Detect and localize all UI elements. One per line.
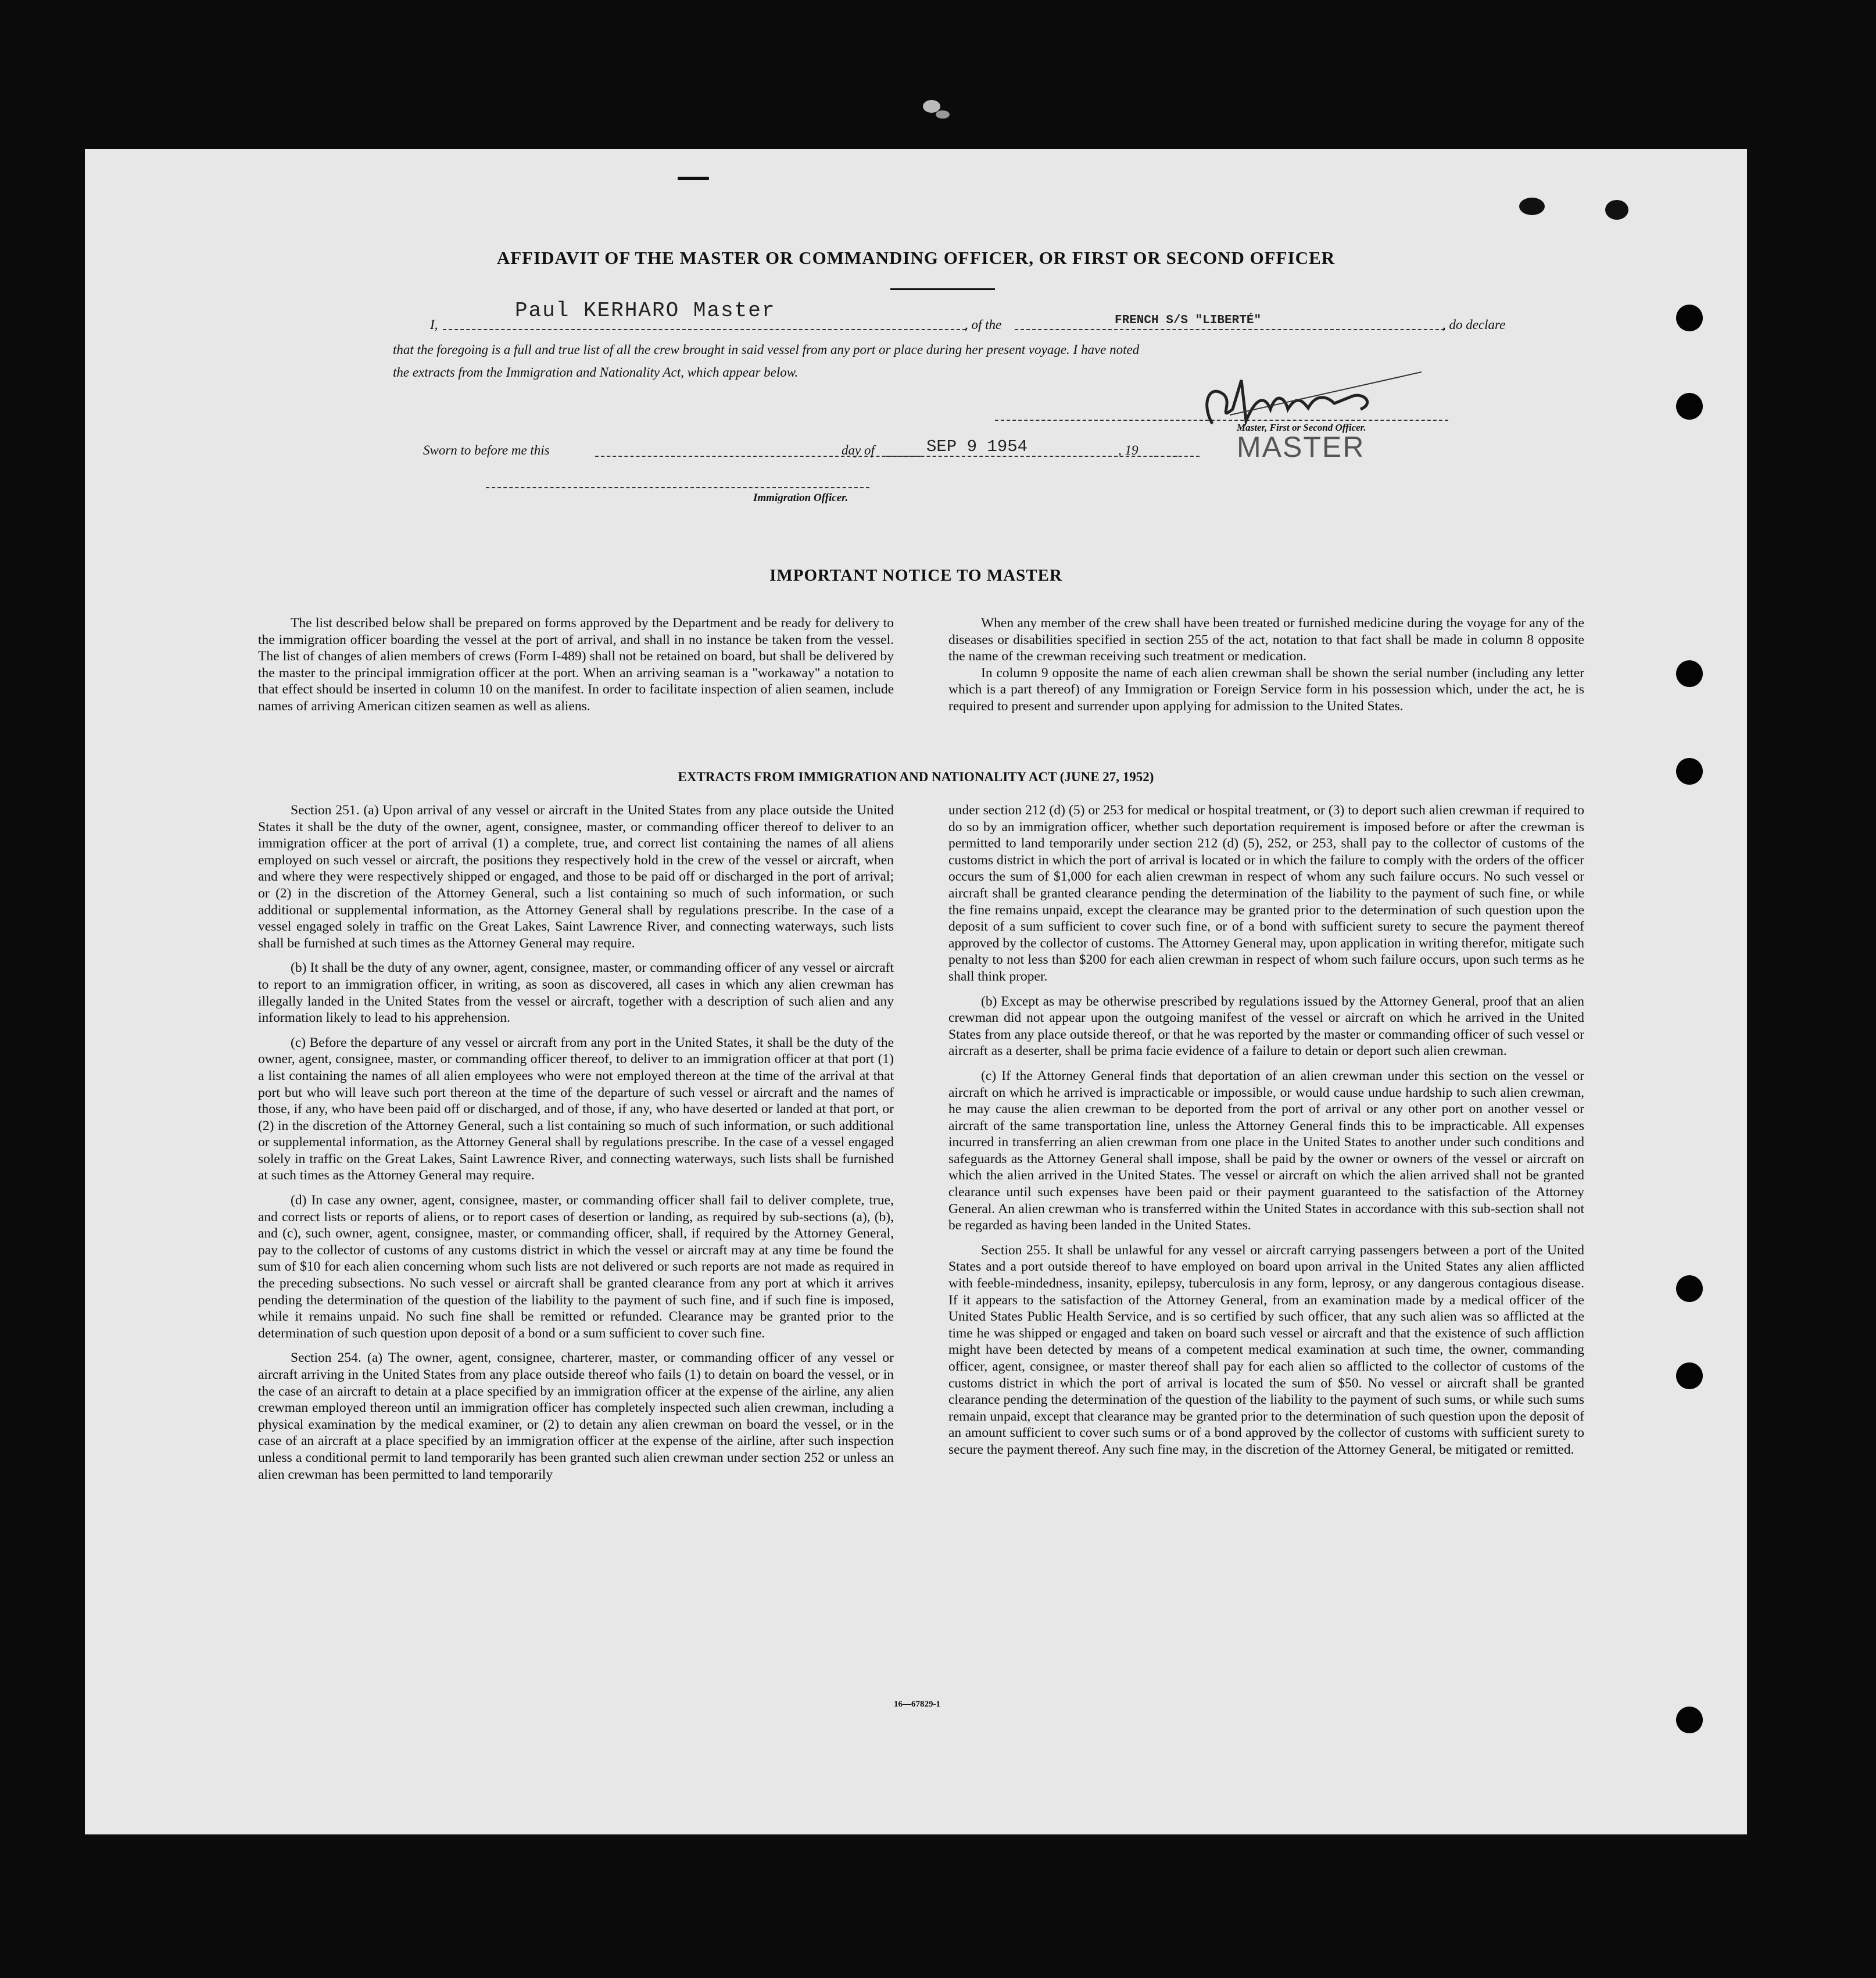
extracts-title: EXTRACTS FROM IMMIGRATION AND NATIONALITY ACT (JUNE 27, 1952) — [678, 770, 1154, 784]
year-label: , 19 — [1118, 443, 1139, 457]
section-251-a: Section 251. (a) Upon arrival of any vessel or aircraft in the United States from any place outside the United States it shall be the duty of the owner, agent, consignee, master, or commanding officer thereof to deliver to an immigration officer at the port of arrival (1) a complete, true, and correct list containing the names of all aliens employed on such vessel or aircraft, the positions they respectively hold in the crew of the vessel or aircraft, when and where they were respectively shipped or engaged, and those to be paid off or discharged in the port of arrival; or (2) in the discretion of the Attorney General, such a list containing so much of such information, or such additional or supplemental information, as the Attorney General shall by regulations prescribe. In the case of a vessel engaged solely in traffic on the Great Lakes, Saint Lawrence River, and connecting waterways, such lists shall be furnished at such times as the Attorney General may require. — [258, 803, 894, 951]
notice-right-paragraph-1: When any member of the crew shall have been treated or furnished medicine during the voyage for any of the diseases or disabilities specified in section 255 of the act, notation to that fact shall be made in column 8 opposite the name of the crewman receiving such treatment or medication. — [948, 616, 1584, 664]
declaration-prefix: I, — [430, 317, 438, 332]
section-254-a-continued: under section 212 (d) (5) or 253 for medical or hospital treatment, or (3) to deport such alien crewman if required to do so by an immigration officer, whether such deportation requirement is imposed before or after the crewman is permitted to land temporarily under section 212 (d) (5), 252, or 253, shall pay to the collector of customs of the customs district in which the port of arrival is located or in which the failure to comply with the orders of the officer occurs the sum of $1,000 for each alien crewman in respect of whom any such failure occurs. No such vessel or aircraft shall be granted clearance pending the determination of the liability to the payment of such fine, or while the fine remains unpaid, except the clearance may be granted prior to the determination of such question upon the deposit of a sum sufficient to cover such fine, or of a bond with sufficient surety to secure the payment thereof approved by the collector of customs. The Attorney General may, upon application in writing therefor, mitigate such penalty to not less than $200 for each alien crewman in respect of whom such failure occurs, upon such terms as he shall think proper. — [948, 803, 1584, 984]
immigration-officer-caption: Immigration Officer. — [753, 492, 849, 504]
do-declare-label: , do declare — [1442, 317, 1506, 332]
name-line — [443, 329, 966, 330]
declaration-line-2: that the foregoing is a full and true list of all the crew brought in said vessel from any port or place during her present voyage. I have noted — [393, 342, 1140, 357]
extracts-right-column — [948, 802, 1584, 1458]
ink-blot — [936, 110, 950, 119]
notice-right-column — [948, 615, 1584, 715]
ink-blot — [1605, 200, 1628, 220]
notice-left-column — [258, 615, 894, 715]
extracts-left-column — [258, 802, 894, 1483]
title-rule — [890, 288, 995, 290]
section-251-b: (b) It shall be the duty of any owner, agent, consignee, master, or commanding officer of any vessel or aircraft to report to an immigration officer, in writing, as soon as discovered, all cases in which any alien crewman has illegally landed in the United States from the vessel or aircraft, together with a description of such alien and any information likely to lead to his apprehension. — [258, 960, 894, 1026]
year-line — [1154, 456, 1177, 457]
affidavit-title: AFFIDAVIT OF THE MASTER OR COMMANDING OFFICER, OR FIRST OR SECOND OFFICER — [496, 248, 1336, 268]
day-of-label: day of — [842, 443, 875, 457]
section-254-c: (c) If the Attorney General finds that deportation of an alien crewman under this section on the vessel or aircraft on which he arrived is impracticable or impossible, or would cause undue hardship to such alien crewman, he may cause the alien crewman to be deported from the port of arrival or any other port on another vessel or aircraft of the same transportation line, unless the Attorney General finds this to be impracticable. All expenses incurred in transferring an alien crewman from one place in the United States to another under such conditions and safeguards as the Attorney General shall impose, shall be paid by the owner or owners of the vessel or aircraft on which the alien arrived in the United States. The vessel or aircraft on which the alien arrived shall not be granted clearance until such expenses have been paid or their payment guaranteed to the satisfaction of the Attorney General. An alien crewman who is transferred within the United States in accordance with this sub-section shall not be regarded as having been landed in the United States. — [948, 1068, 1584, 1233]
sworn-date: SEP 9 1954 — [926, 437, 1028, 456]
sworn-label: Sworn to before me this — [423, 443, 550, 457]
section-255: Section 255. It shall be unlawful for any vessel or aircraft carrying passengers between a port of the United States and a port outside thereof to have employed on board upon arrival in the United States any alien afflicted with feeble-mindedness, insanity, epilepsy, tuberculosis in any form, leprosy, or any dangerous contagious disease. If it appears to the satisfaction of the Attorney General, from an examination made by a medical officer of the United States Public Health Service, and is so certified by such officer, that any such alien was so afflicted at the time he was shipped or engaged and taken on board such vessel or aircraft and that the existence of such affliction might have been detected by means of a competent medical examination at such time, the owner, commanding officer, agent, consignee, or master thereof shall pay for each alien so afflicted to the collector of customs of the customs district in which the port of arrival is located the sum of $50. No vessel or aircraft shall be granted clearance pending the determination of the question of the liability to the payment of such sums, or while such sums remain unpaid, except that clearance may be granted prior to the determination of such question upon the deposit of an amount sufficient to cover such sums or of a bond approved by the collector of customs with sufficient surety to secure the payment thereof. Any such fine may, in the discretion of the Attorney General, be mitigated or remitted. — [948, 1242, 1584, 1457]
ink-blot — [678, 177, 709, 180]
punch-hole — [1676, 1707, 1703, 1733]
punch-hole — [1676, 305, 1703, 331]
vessel-line — [1015, 329, 1445, 330]
document-page — [85, 149, 1747, 1834]
punch-hole — [1676, 660, 1703, 687]
punch-hole — [1676, 1362, 1703, 1389]
vessel-name: FRENCH S/S "LIBERTÉ" — [1115, 314, 1262, 327]
form-number: 16—67829-1 — [894, 1700, 940, 1709]
section-251-d: (d) In case any owner, agent, consignee, master, or commanding officer shall fail to deliver complete, true, and correct lists or reports of aliens, or to report cases of desertion or landing, as required by sub-sections (a), (b), and (c), such owner, agent, consignee, master, or commanding officer, shall, if required by the Attorney General, pay to the collector of customs of any customs district in which the vessel or aircraft may at any time be found the sum of $10 for each alien concerning whom such lists are not delivered or such reports are not made as required in the preceding subsections. No such vessel or aircraft shall be granted clearance from any port at which it arrives pending the determination of the question of the liability to the payment of such fine, and if such fine is imposed, while it remains unpaid. No such fine shall be remitted or refunded. Clearance may be granted prior to the determination of such question upon deposit of a bond or a sum sufficient to cover such fine. — [258, 1193, 894, 1341]
master-stamp: MASTER — [1237, 431, 1365, 463]
section-251-c: (c) Before the departure of any vessel or aircraft from any port in the United States, it shall be the duty of the owner, agent, consignee, master, or commanding officer thereof, to deliver to an immigration officer at that port (1) a list containing the names of all alien employees who were not employed thereon at the time of the arrival at that port but who will leave such port thereon at the time of the departure of such vessel or aircraft and the names of those, if any, who have been paid off or discharged, and of those, if any, who have deserted or landed at that port, or (2) in the discretion of the Attorney General, such a list containing so much of such information, or such additional or supplemental information, as the Attorney General shall by regulations prescribe. In the case of a vessel engaged solely in traffic on the Great Lakes, Saint Lawrence River, and connecting waterways, such lists shall be furnished at such times as the Attorney General may require. — [258, 1035, 894, 1183]
notice-right-paragraph-2: In column 9 opposite the name of each alien crewman shall be shown the serial number (including any letter which is a part thereof) of any Immigration or Foreign Service form in his possession which, under the act, he is required to present and surrender upon applying for admission to the United States. — [948, 665, 1584, 714]
ink-blot — [1519, 198, 1545, 215]
notice-title: IMPORTANT NOTICE TO MASTER — [769, 566, 1062, 585]
master-name: Paul KERHARO Master — [515, 299, 776, 323]
immigration-officer-line — [486, 487, 869, 488]
punch-hole — [1676, 393, 1703, 420]
of-the-label: , of the — [965, 317, 1002, 332]
declaration-line-3: the extracts from the Immigration and Nationality Act, which appear below. — [393, 365, 799, 380]
section-254-a: Section 254. (a) The owner, agent, consignee, charterer, master, or commanding officer of any vessel or aircraft arriving in the United States from any place outside thereof who fails (1) to detain on board the vessel, or in the case of an aircraft to detain at a place specified by an immigration officer at the expense of the airline, any alien crewman employed thereon until an immigration officer has completely inspected such alien crewman, including a physical examination by the medical examiner, or (2) to detain any alien crewman on board the vessel, or in the case of an aircraft at a place specified by an immigration officer at the expense of the airline, after such inspection unless a conditional permit to land temporarily has been granted such alien crewman under section 252 or unless an alien crewman has been permitted to land temporarily — [258, 1350, 894, 1482]
officer-caption: Master, First or Second Officer. — [1237, 422, 1366, 433]
punch-hole — [1676, 1275, 1703, 1302]
section-254-b: (b) Except as may be otherwise prescribed by regulations issued by the Attorney General, proof that an alien crewman did not appear upon the outgoing manifest of the vessel or aircraft on which he arrived in the United States from any place outside thereof, or that he was reported by the master or commanding officer of such vessel or aircraft as a deserter, shall be prima facie evidence of a failure to detain or deport such alien crewman. — [948, 993, 1584, 1059]
notice-left-paragraph: The list described below shall be prepared on forms approved by the Department and be ready for delivery to the immigration officer boarding the vessel at the port of arrival, and shall in no instance be taken from the vessel. The list of changes of alien members of crews (Form I-489) shall not be retained on board, but shall be delivered by the master to the principal immigration officer at the port. When an arriving seaman is a "workaway" a notation to that effect should be inserted in column 10 on the manifest. In order to facilitate inspection of alien seamen, include names of arriving American citizen seamen as well as aliens. — [258, 616, 894, 714]
